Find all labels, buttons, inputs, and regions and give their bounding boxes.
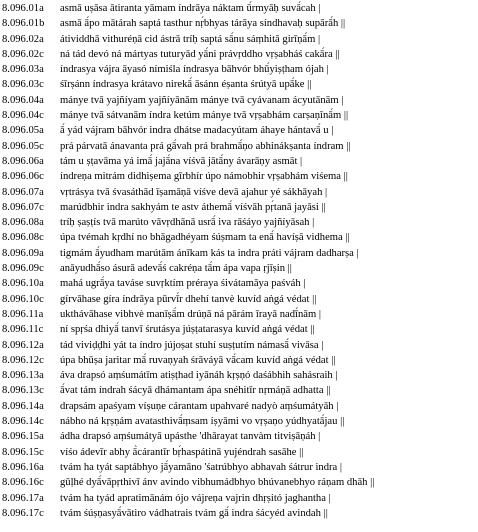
verse-line <box>2 108 476 123</box>
verse-line <box>2 353 476 368</box>
verse-line <box>2 460 476 475</box>
verse-reference: 8.096.01a <box>2 3 44 14</box>
verse-reference: 8.096.06c <box>2 171 44 183</box>
verse-reference: 8.096.12a <box>2 339 44 351</box>
verse-text: mánye tvā yajñíyam yajñíyānām mánye tvā cyávanam ácyutānām | <box>60 94 344 106</box>
verse-line <box>2 123 476 138</box>
verse-text: asmā ā́po mātárah saptá tasthur nṛ́bhyas tárāya síndhavaḥ supārā́h || <box>60 18 346 30</box>
verse-text: índrasya vájra āyasó nímiśla índrasya bāhvór bhū́yiṣṭham ójah | <box>60 64 329 76</box>
verse-text: tád viviḍḍhi yát ta índro jújoṣat stuhí suṣṭutím námasā́ vivāsa | <box>60 339 324 351</box>
verse-text: áva drapsó aṃśumátīm atiṣṭhad iyānáh kṛṣṇó daśábhih sahásraih | <box>60 370 338 382</box>
verse-reference: 8.096.10a <box>2 278 44 290</box>
verse-reference: 8.096.07c <box>2 201 44 213</box>
verse-text: mahá ugrā́ya taváse suvṛktím préraya śivátamāya paśváh | <box>60 278 306 290</box>
verse-reference: 8.096.11a <box>2 308 44 320</box>
verse-reference: 8.096.05a <box>2 125 44 137</box>
verse-text: anāyudhā́so ásurā adevā́ś cakréṇa tā́m ápa vapa ṛjīṣin || <box>60 263 292 275</box>
verse-line <box>2 506 476 521</box>
verse-line <box>2 16 476 31</box>
verse-text: úpa bhūṣa jaritar mā́ ruvaṇyah śrāváyā vā́cam kuvíd aṅgá védat || <box>60 354 336 366</box>
verse-reference: 8.096.14c <box>2 416 44 428</box>
verse-reference: 8.096.13a <box>2 370 44 382</box>
verse-line <box>2 445 476 460</box>
verse-reference: 8.096.02a <box>2 33 44 45</box>
verse-text: drapsám apaśyam víṣuṇe cárantam upahvaré nadyò aṃśumátyāh | <box>60 400 339 412</box>
verse-line <box>2 368 476 383</box>
verse-line <box>2 1 476 16</box>
verse-line <box>2 246 476 261</box>
verse-text: marúdbhir indra sakhyám te astv áthemā́ víśvāh pṛ́tanā jayāsi || <box>60 201 326 213</box>
verse-line <box>2 322 476 337</box>
verse-text: tvám śúṣṇasyā́vātiro vádhatrais tvám gā́ indra śácyéd avindah || <box>60 507 328 519</box>
verse-line <box>2 429 476 444</box>
verse-line <box>2 292 476 307</box>
verse-reference: 8.096.15c <box>2 446 44 458</box>
verse-reference: 8.096.16a <box>2 461 44 473</box>
verse-line <box>2 338 476 353</box>
verse-text: úpa tvémah kṛdhí no bhāgadhéyam śúṣmam ta enā́ havíṣā vidhema || <box>60 232 350 244</box>
verse-reference: 8.096.17c <box>2 507 44 519</box>
verse-text: tám u ṣṭavāma yá imā́ jajā́na víśvā jātā́ny ávarāṇy asmāt | <box>60 155 303 167</box>
verse-text: gírvāhase gíra índrāya pūrvī́r dhehí tanvè kuvíd aṅgá védat || <box>60 293 317 305</box>
verse-reference: 8.096.02c <box>2 48 44 60</box>
verse-reference: 8.096.15a <box>2 431 44 443</box>
verse-text: tvám ha tyát saptábhyo jā́yamāno 'śatrúbhyo abhavah śátrur indra | <box>60 461 343 473</box>
verse-text: tvám ha tyád apratimānám ójo vájreṇa vajrin dhṛṣitó jaghantha | <box>60 492 331 504</box>
verse-text: índreṇa mitrám didhiṣema gīrbhír úpo námobhir vṛṣabhám viśema || <box>60 171 348 183</box>
verse-text: víśo ádevīr abhy ā̀cárantīr bṛ́haspátinā yujéndrah sasāhe || <box>60 446 304 458</box>
verse-line <box>2 169 476 184</box>
verse-reference: 8.096.08c <box>2 232 44 244</box>
verse-line <box>2 414 476 429</box>
verse-reference: 8.096.13c <box>2 385 44 397</box>
verse-reference: 8.096.06a <box>2 155 44 167</box>
verse-reference: 8.096.09a <box>2 247 44 259</box>
verse-text: ná tád devó ná mártyas tuturyād yā́ni právṛddho vṛṣabháś cakā́ra || <box>60 48 340 60</box>
verse-line <box>2 185 476 200</box>
verse-reference: 8.096.01b <box>2 18 45 30</box>
verse-line <box>2 32 476 47</box>
verse-text: ā́vat tám índrah śácyā dhámantam ápa snéhitīr nṛmáṇā adhatta || <box>60 385 331 397</box>
verse-line <box>2 154 476 169</box>
verse-line <box>2 200 476 215</box>
verse-text: ní spṛśa dhiyā́ tanvī śrutásya júṣṭatarasya kuvíd aṅgá védat || <box>60 324 315 336</box>
verse-line <box>2 276 476 291</box>
verse-line <box>2 491 476 506</box>
verse-reference: 8.096.14a <box>2 400 44 412</box>
verse-reference: 8.096.03c <box>2 79 44 91</box>
verse-line <box>2 307 476 322</box>
verse-line <box>2 62 476 77</box>
verse-text: ā́ yád vájram bāhvór indra dhátse madacyútam áhaye hántavā́ u | <box>60 125 334 137</box>
verse-text: átividdhā vithuréṇā cid ástrā tríḥ saptá sā́nu sáṃhitā girīṇā́m | <box>60 33 321 45</box>
verse-text: śīrṣánn índrasya krátavo nirekā́ āsánn éṣanta śrútyā upā́ke || <box>60 79 312 91</box>
verse-reference: 8.096.16c <box>2 477 44 489</box>
verse-reference: 8.096.09c <box>2 263 44 275</box>
verse-line <box>2 230 476 245</box>
verse-reference: 8.096.10c <box>2 293 44 305</box>
verse-list <box>2 1 476 521</box>
verse-line <box>2 139 476 154</box>
verse-line <box>2 77 476 92</box>
verse-text: vṛtrásya tvā śvasáthād īṣamāṇā víśve devā ajahur yé sákhāyah | <box>60 186 328 198</box>
verse-text: ukthávāhase vibhvè manīṣā́m drúṇā ná pārám īrayā nadī́nām | <box>60 308 321 320</box>
verse-text: mánye tvā sátvanām índra ketúm mánye tvā vṛṣabhám carṣaṇīnā́m || <box>60 110 349 122</box>
verse-line <box>2 399 476 414</box>
verse-text: tigmám ā́yudham marútām ánīkam kás ta indra práti vájram dadharṣa | <box>60 247 359 259</box>
verse-reference: 8.096.05c <box>2 140 44 152</box>
verse-line <box>2 261 476 276</box>
verse-reference: 8.096.07a <box>2 186 44 198</box>
verse-reference: 8.096.04c <box>2 110 44 122</box>
verse-text: nábho ná kṛṣṇám avatasthivā́ṃsam íṣyāmi vo vṛṣaṇo yúdhyatā́jau || <box>60 416 345 428</box>
verse-text: ádha drapsó aṃśumátyā upásthe 'dhārayat tanvàm titviṣāṇáh | <box>60 431 321 443</box>
verse-line <box>2 383 476 398</box>
verse-reference: 8.096.03a <box>2 64 44 76</box>
verse-text: gūḷhé dyā́vāpṛthivī ánv avindo vibhumádbhyo bhúvanebhyo ráṇam dhāh || <box>60 477 375 489</box>
verse-line <box>2 475 476 490</box>
verse-text: prá párvatā ánavanta prá gā́vah prá brahmā́ṇo abhinákṣanta índram || <box>60 140 351 152</box>
verse-text: asmā uṣāsa ātiranta yāmam índrāya náktam ū́rmyāḥ suvā́cah | <box>60 3 321 14</box>
verse-line <box>2 93 476 108</box>
verse-reference: 8.096.11c <box>2 324 44 336</box>
verse-line <box>2 215 476 230</box>
verse-reference: 8.096.08a <box>2 217 44 229</box>
verse-reference: 8.096.17a <box>2 492 44 504</box>
verse-text: tríḥ ṣaṣṭís tvā marúto vāvṛdhānā usrā́ iva rāśáyo yajñíyāsah | <box>60 217 315 229</box>
verse-reference: 8.096.12c <box>2 354 44 366</box>
verse-reference: 8.096.04a <box>2 94 44 106</box>
verse-line <box>2 47 476 62</box>
